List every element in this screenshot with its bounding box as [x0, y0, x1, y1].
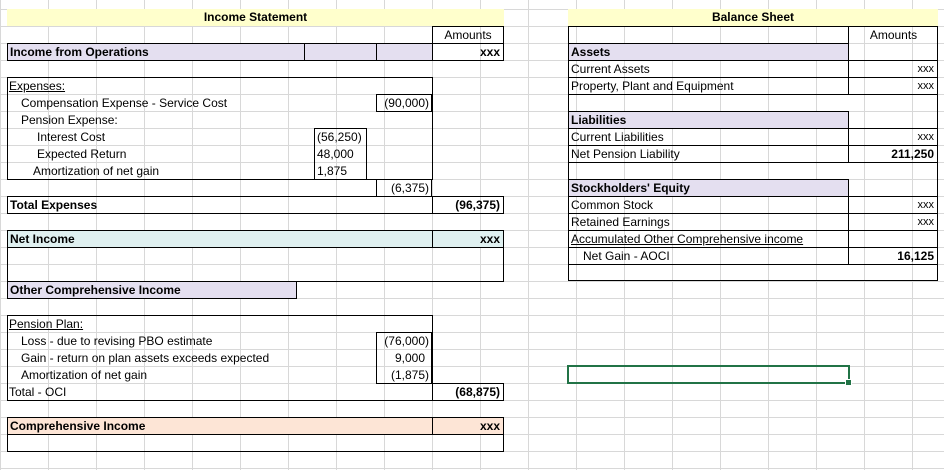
current-liabilities-value[interactable]: xxx — [848, 128, 938, 146]
pension-subtotal-value[interactable]: (6,375) — [376, 179, 432, 197]
total-expenses-value[interactable]: (96,375) — [432, 196, 504, 214]
total-oci-label[interactable]: Total - OCI — [9, 385, 67, 399]
amortization-value[interactable]: 1,875 — [314, 163, 367, 180]
expected-return-label[interactable]: Expected Return — [37, 147, 127, 161]
interest-cost-value[interactable]: (56,250) — [314, 128, 367, 146]
net-income-label[interactable]: Net Income — [7, 230, 433, 248]
expenses-label[interactable]: Expenses: — [9, 79, 66, 93]
oci-label[interactable]: Other Comprehensive Income — [7, 281, 297, 299]
expected-return-value[interactable]: 48,000 — [314, 146, 367, 163]
active-cell-selection[interactable] — [567, 365, 850, 384]
comp-expense-label[interactable]: Compensation Expense - Service Cost — [21, 96, 228, 110]
amortization-oci-value[interactable]: (1,875) — [376, 367, 432, 384]
aoci-label[interactable]: Accumulated Other Comprehensive income — [568, 230, 849, 248]
retained-earnings-label[interactable]: Retained Earnings — [568, 213, 849, 231]
net-gain-aoci-label[interactable]: Net Gain - AOCI — [568, 247, 849, 265]
income-from-operations-label[interactable]: Income from Operations — [7, 43, 433, 61]
net-pension-liability-value[interactable]: 211,250 — [848, 145, 938, 163]
bs-amounts-header[interactable]: Amounts — [848, 27, 938, 44]
ifo-col3-shade — [376, 44, 377, 60]
blank-row-after-comprehensive — [7, 434, 504, 452]
balance-sheet-title[interactable]: Balance Sheet — [568, 9, 938, 26]
current-liabilities-label[interactable]: Current Liabilities — [568, 128, 849, 146]
amortization-label[interactable]: Amortization of net gain — [33, 164, 160, 178]
blank-row-after-net-income — [7, 247, 504, 282]
amortization-oci-label[interactable]: Amortization of net gain — [21, 368, 148, 382]
comprehensive-income-value[interactable]: xxx — [432, 417, 504, 435]
equity-label[interactable]: Stockholders' Equity — [568, 179, 849, 197]
common-stock-label[interactable]: Common Stock — [568, 196, 849, 214]
ppe-label[interactable]: Property, Plant and Equipment — [568, 77, 849, 95]
is-amounts-header[interactable]: Amounts — [432, 26, 504, 44]
ppe-value[interactable]: xxx — [848, 77, 938, 95]
ifo-col2-shade — [304, 44, 305, 60]
retained-earnings-value[interactable]: xxx — [848, 213, 938, 231]
income-from-operations-amount[interactable]: xxx — [432, 43, 504, 61]
net-income-value[interactable]: xxx — [432, 230, 504, 248]
gain-label[interactable]: Gain - return on plan assets exceeds expected — [21, 351, 270, 365]
comp-expense-value[interactable]: (90,000) — [376, 94, 432, 112]
gain-value[interactable]: 9,000 — [376, 350, 432, 367]
income-statement-title[interactable]: Income Statement — [7, 9, 504, 26]
net-gain-aoci-value[interactable]: 16,125 — [848, 247, 938, 265]
pension-expense-label[interactable]: Pension Expense: — [21, 113, 118, 127]
comprehensive-income-label[interactable]: Comprehensive Income — [7, 417, 433, 435]
common-stock-value[interactable]: xxx — [848, 196, 938, 214]
total-expenses-label[interactable]: Total Expenses — [7, 196, 433, 214]
assets-label[interactable]: Assets — [568, 43, 849, 61]
current-assets-label[interactable]: Current Assets — [568, 60, 849, 78]
pension-plan-label[interactable]: Pension Plan: — [9, 317, 84, 331]
interest-cost-label[interactable]: Interest Cost — [37, 130, 106, 144]
current-assets-value[interactable]: xxx — [848, 60, 938, 78]
net-pension-liability-label[interactable]: Net Pension Liability — [568, 145, 849, 163]
loss-value[interactable]: (76,000) — [376, 332, 432, 350]
total-oci-value[interactable]: (68,875) — [432, 383, 504, 401]
liabilities-label[interactable]: Liabilities — [568, 111, 849, 129]
loss-label[interactable]: Loss - due to revising PBO estimate — [21, 334, 213, 348]
